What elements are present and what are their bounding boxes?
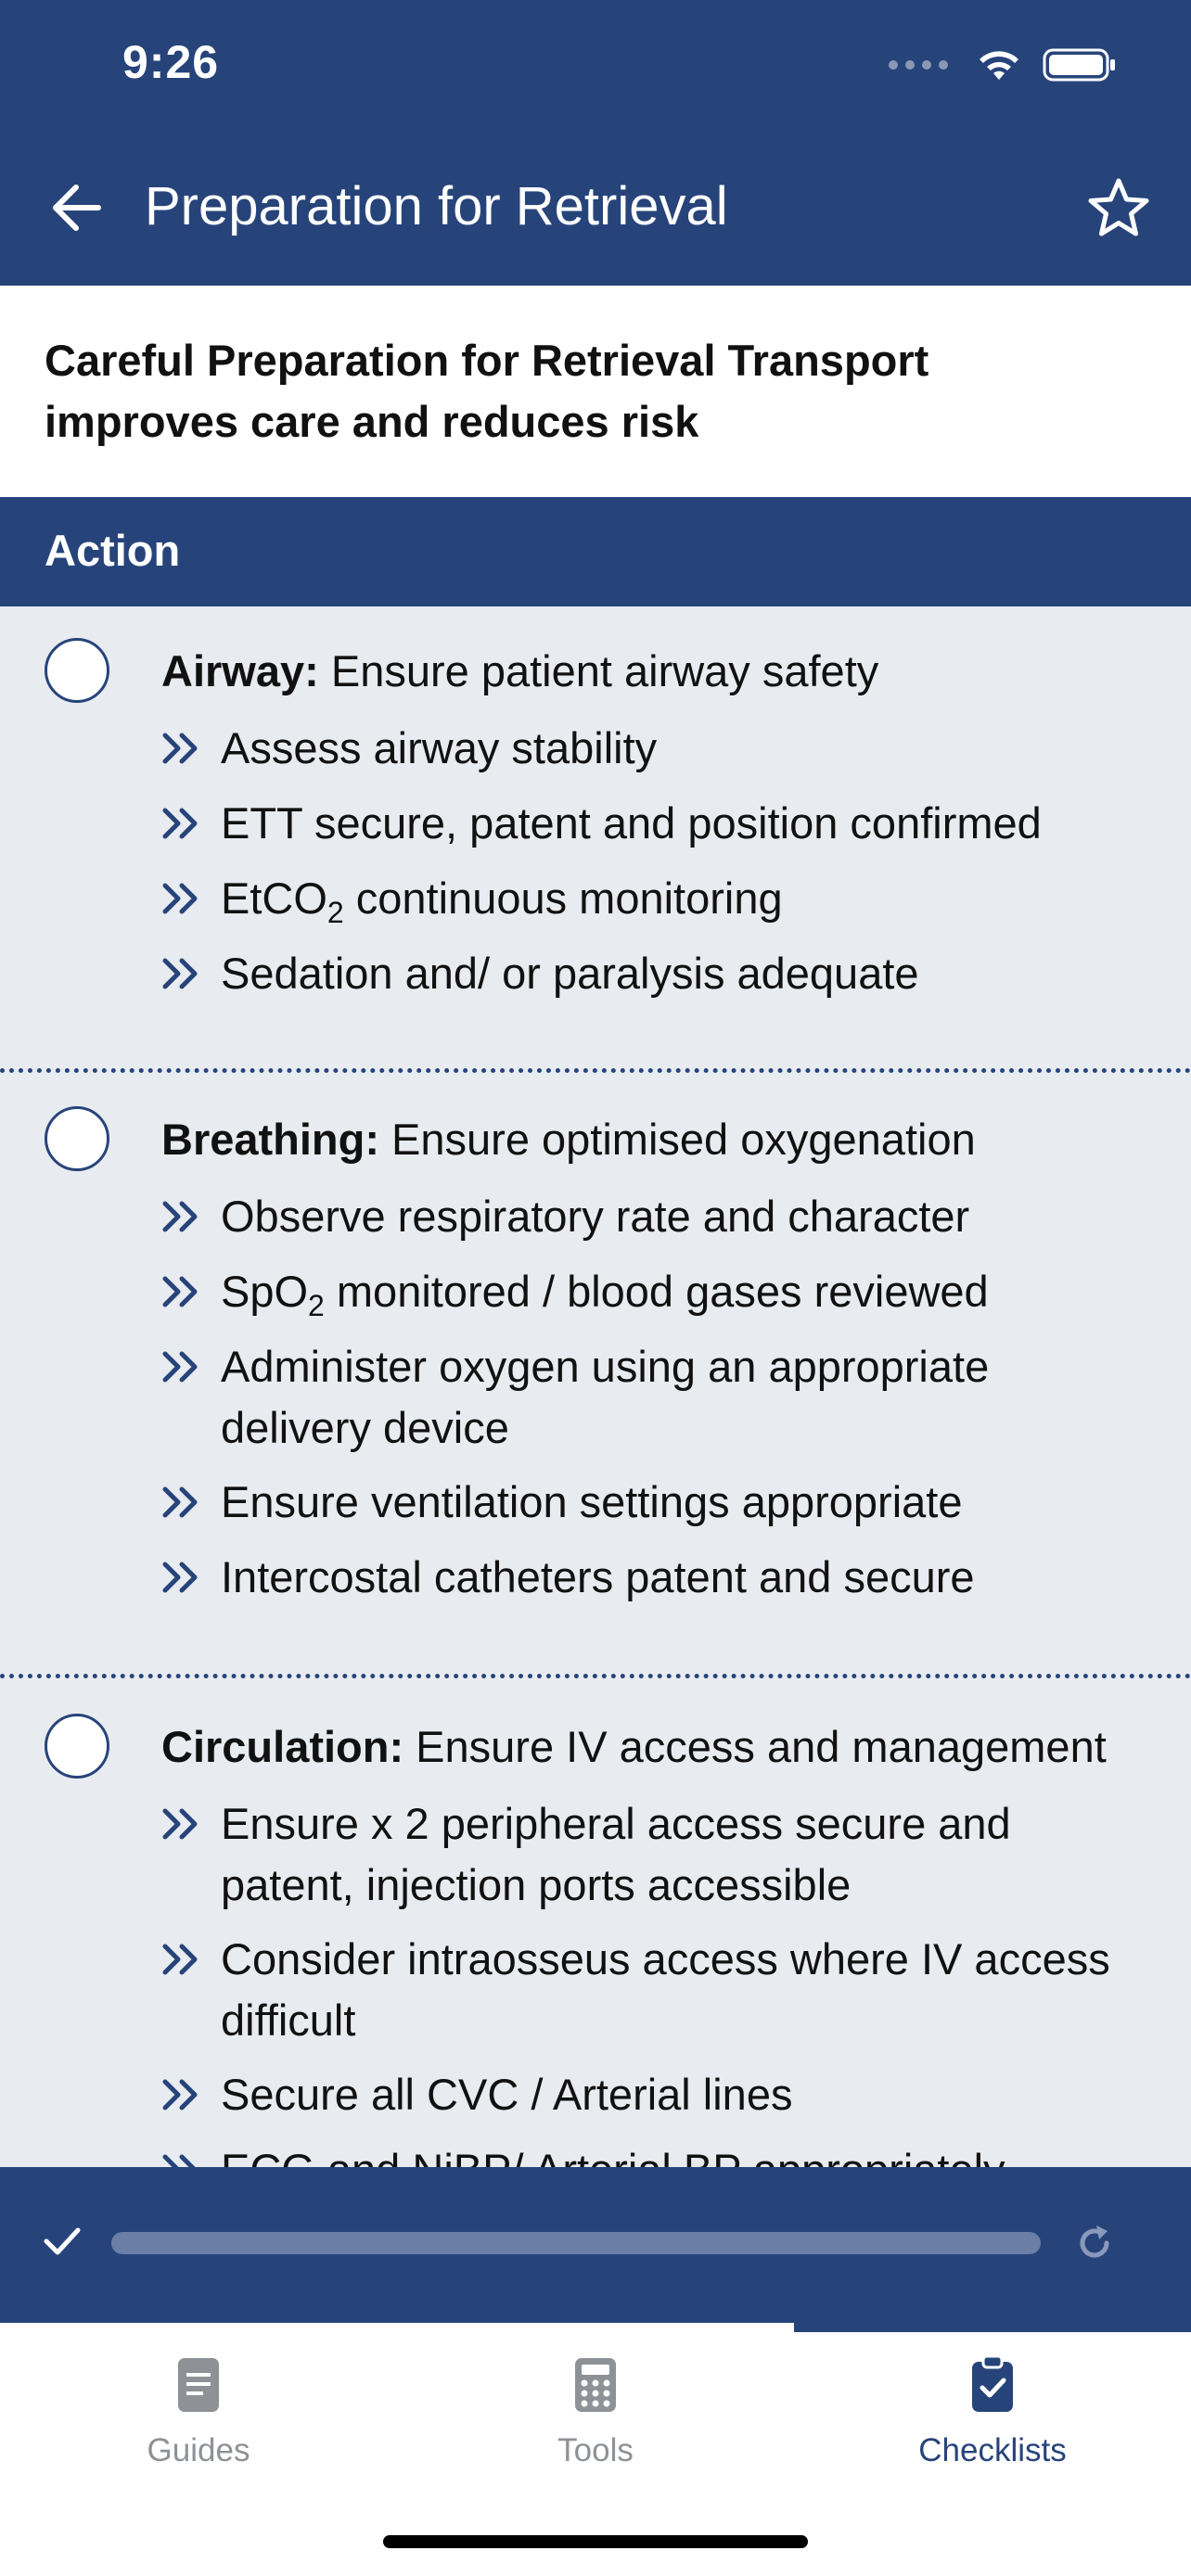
tab-tools[interactable] (397, 2323, 794, 2490)
intro-panel (0, 286, 1191, 497)
chevron-double-right-icon (161, 1190, 202, 1251)
section-heading: Airway: Ensure patient airway safety (161, 646, 879, 695)
chevron-double-right-icon (161, 721, 202, 783)
page-title: Preparation for Retrieval (145, 176, 728, 236)
chevron-double-right-icon (161, 872, 202, 933)
progress-track (111, 2232, 1041, 2254)
check-circle[interactable] (45, 1714, 109, 1779)
clipboard-check-icon (965, 2353, 1020, 2417)
chevron-double-right-icon (161, 947, 202, 1008)
back-button[interactable] (43, 174, 109, 241)
check-circle[interactable] (45, 1106, 109, 1171)
checklist-section-airway (0, 606, 1191, 1068)
action-label: Action (45, 526, 181, 575)
document-icon (171, 2353, 226, 2417)
tab-label: Guides (147, 2432, 250, 2468)
app-header (0, 0, 1191, 286)
list-item: Observe respiratory rate and character (161, 1186, 1145, 1247)
arrow-left-icon (48, 182, 104, 234)
list-item: Secure all CVC / Arterial lines (161, 2064, 1145, 2125)
list-item: ETT secure, patent and position confirmed (161, 793, 1145, 854)
chevron-double-right-icon (161, 797, 202, 858)
status-icons (889, 46, 1117, 83)
calculator-icon (568, 2353, 623, 2417)
chevron-double-right-icon (161, 1932, 202, 1994)
checklist (0, 606, 1191, 2167)
reset-button[interactable] (1067, 2215, 1122, 2271)
refresh-icon (1073, 2222, 1116, 2264)
list-item: SpO$_2$ monitored / blood gases reviewed (161, 1261, 1145, 1336)
chevron-double-right-icon (161, 2068, 202, 2129)
tab-label: Checklists (918, 2432, 1067, 2468)
list-item: Ensure ventilation settings appropriate (161, 1472, 1145, 1533)
chevron-double-right-icon (161, 1550, 202, 1612)
tab-checklists[interactable] (794, 2323, 1191, 2490)
signal-icon (889, 60, 948, 70)
list-item: EtCO$_2$ continuous monitoring (161, 868, 1145, 943)
list-item: Assess airway stability (161, 718, 1145, 779)
tab-label: Tools (557, 2432, 634, 2468)
battery-icon (1043, 47, 1117, 83)
section-heading: Circulation: Ensure IV access and management (161, 1722, 1107, 1771)
section-header (0, 497, 1191, 606)
wifi-icon (976, 46, 1022, 83)
checkmark-icon (41, 2223, 83, 2264)
chevron-double-right-icon (161, 1265, 202, 1326)
list-item: Consider intraosseus access where IV access difficult (161, 1929, 1145, 2051)
home-indicator (383, 2535, 808, 2548)
intro-text: Careful Preparation for Retrieval Transport improves care and reduces risk (45, 336, 929, 446)
tab-guides[interactable] (0, 2323, 397, 2490)
check-circle[interactable] (45, 638, 109, 703)
list-item: Ensure x 2 peripheral access secure and patent, injection ports accessible (161, 1793, 1145, 1916)
checklist-progress-bar (0, 2167, 1191, 2323)
list-item: Intercostal catheters patent and secure (161, 1547, 1145, 1608)
favorite-button[interactable] (1083, 172, 1154, 243)
list-item: Sedation and/ or paralysis adequate (161, 943, 1145, 1004)
list-item: Administer oxygen using an appropriate delivery device (161, 1336, 1145, 1459)
checklist-section-circulation (0, 1678, 1191, 2235)
chevron-double-right-icon (161, 1340, 202, 1401)
status-time: 9:26 (122, 36, 220, 88)
chevron-double-right-icon (161, 1797, 202, 1858)
star-icon (1087, 177, 1150, 238)
chevron-double-right-icon (161, 1475, 202, 1537)
checklist-section-breathing (0, 1073, 1191, 1674)
section-heading: Breathing: Ensure optimised oxygenation (161, 1115, 976, 1164)
